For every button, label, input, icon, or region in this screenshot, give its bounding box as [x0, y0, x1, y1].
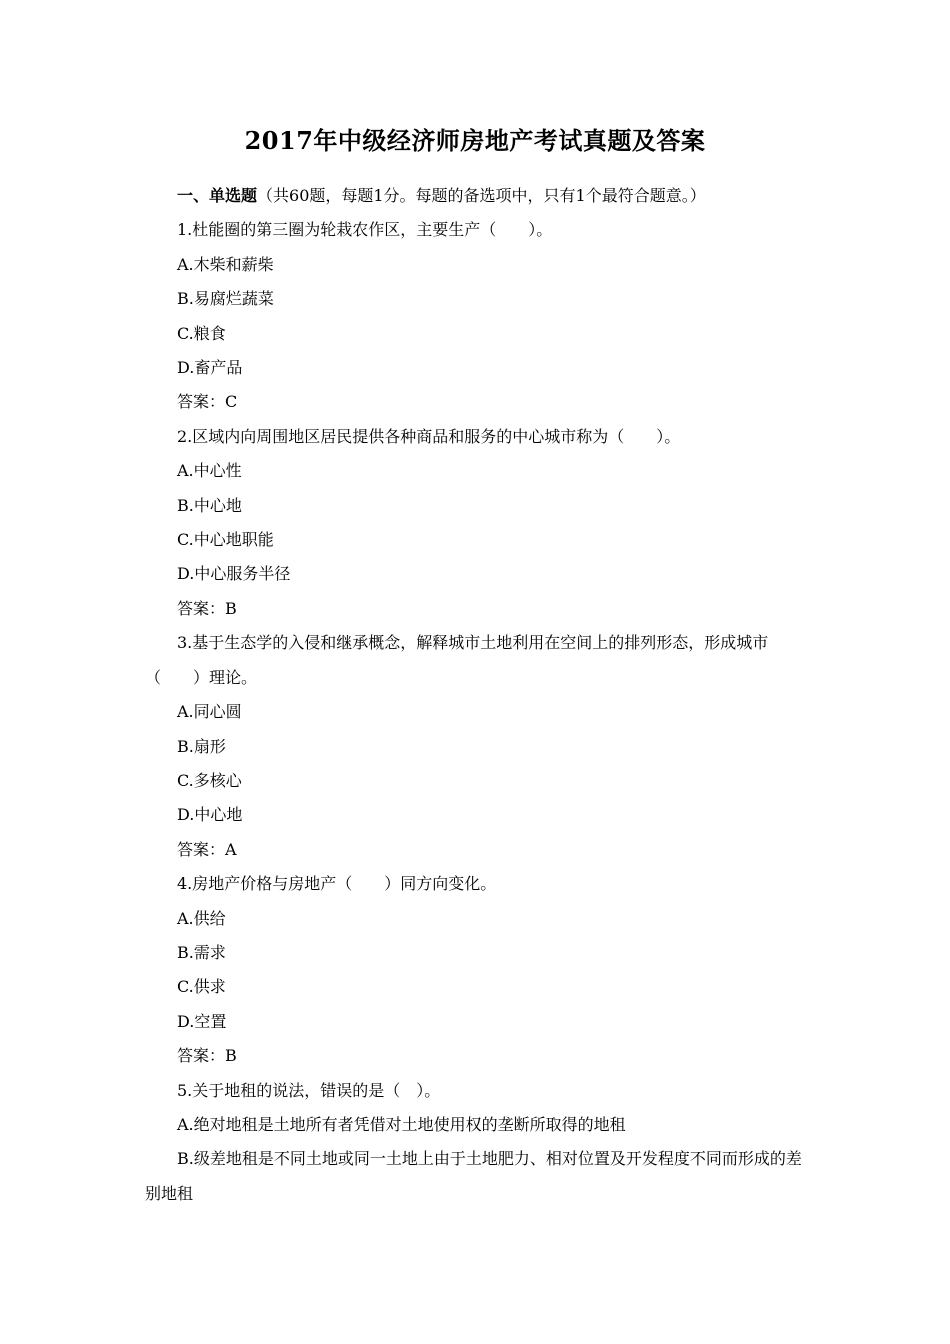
- question-stem: 1.杜能圈的第三圈为轮栽农作区，主要生产（ ）。: [177, 220, 553, 240]
- section-heading: 一、单选题: [177, 186, 258, 205]
- section-note: （共60题，每题1分。每题的备选项中，只有1个最符合题意。）: [257, 186, 706, 205]
- question-stem: 5.关于地租的说法，错误的是（ ）。: [177, 1080, 441, 1100]
- option: A.绝对地租是土地所有者凭借对土地使用权的垄断所取得的地租: [177, 1114, 626, 1134]
- answer: 答案：C: [177, 392, 238, 412]
- option: B.需求: [177, 942, 226, 962]
- question-stem: 3.基于生态学的入侵和继承概念，解释城市土地利用在空间上的排列形态，形成城市（ ）理论。: [145, 633, 769, 687]
- option: B.扇形: [177, 736, 226, 756]
- option: B.中心地: [177, 495, 242, 515]
- option: C.中心地职能: [177, 530, 274, 550]
- option: D.空置: [177, 1011, 227, 1031]
- option: A.供给: [177, 908, 226, 928]
- answer: 答案：A: [177, 839, 237, 859]
- option: A.同心圆: [177, 702, 242, 722]
- option: A.中心性: [177, 461, 242, 481]
- answer: 答案：B: [177, 1046, 237, 1066]
- question-stem: 2.区域内向周围地区居民提供各种商品和服务的中心城市称为（ ）。: [177, 426, 681, 446]
- page-title: 2017年中级经济师房地产考试真题及答案: [244, 126, 706, 155]
- option: B.易腐烂蔬菜: [177, 289, 274, 309]
- option: D.中心地: [177, 805, 243, 825]
- section-heading-line: [145, 179, 810, 213]
- question-stem: 4.房地产价格与房地产（ ）同方向变化。: [177, 874, 497, 894]
- option: C.多核心: [177, 770, 242, 790]
- option: B.级差地租是不同土地或同一土地上由于土地肥力、相对位置及开发程度不同而形成的差别地租: [145, 1149, 802, 1203]
- option: C.供求: [177, 977, 226, 997]
- option: A.木柴和薪柴: [177, 254, 274, 274]
- option: C.粮食: [177, 323, 226, 343]
- answer: 答案：B: [177, 598, 237, 618]
- option: D.畜产品: [177, 358, 243, 378]
- document-body: [145, 179, 810, 1211]
- option: D.中心服务半径: [177, 564, 291, 584]
